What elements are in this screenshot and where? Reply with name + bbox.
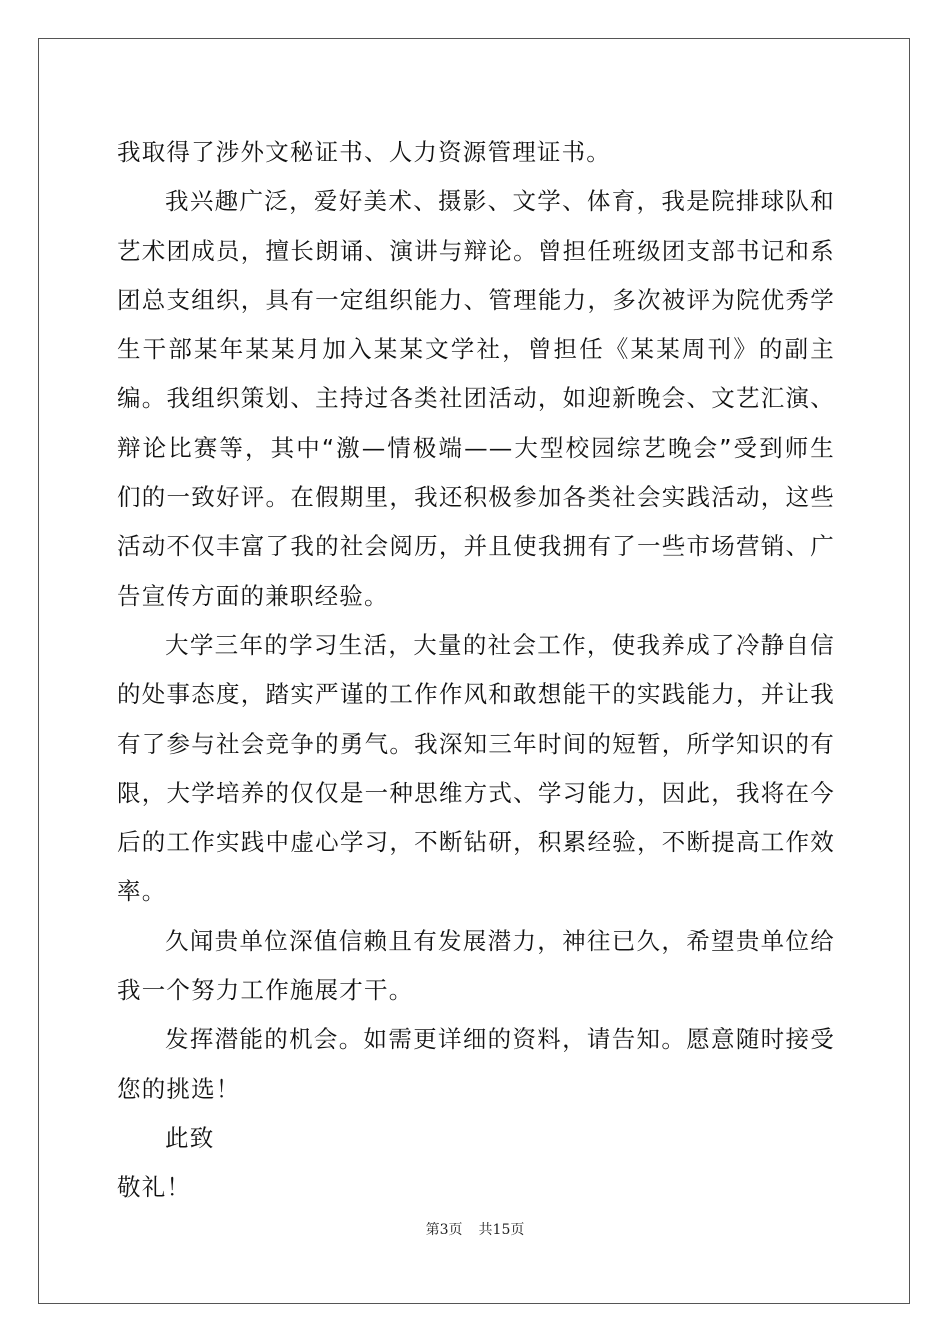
paragraph-university-life: 大学三年的学习生活，大量的社会工作，使我养成了冷静自信的处事态度，踏实严谨的工作作风和敢想能干的实践能力，并让我有了参与社会竞争的勇气。我深知三年时间的短暂，所学知识的有限，大学培养的仅仅是一种思维方式、学习能力，因此，我将在今后的工作实践中虚心学习，不断钻研，积累经验，不断提高工作效率。 xyxy=(117,630,835,906)
paragraph-opportunity: 发挥潜能的机会。如需更详细的资料，请告知。愿意随时接受您的挑选！ xyxy=(117,1025,835,1103)
page-number: 第3页 xyxy=(425,1222,463,1238)
closing-regards: 敬礼！ xyxy=(117,1173,192,1202)
paragraph-employer: 久闻贵单位深值信赖且有发展潜力，神往已久，希望贵单位给我一个努力工作施展才干。 xyxy=(117,926,835,1005)
page-footer xyxy=(0,1219,950,1239)
closing-salutation: 此致 xyxy=(165,1123,215,1152)
page-total: 共15页 xyxy=(478,1222,525,1238)
paragraph-interests: 我兴趣广泛，爱好美术、摄影、文学、体育，我是院排球队和艺术团成员，擅长朗诵、演讲与辩论。曾担任班级团支部书记和系团总支组织，具有一定组织能力、管理能力，多次被评为院优秀学生干部某年某某月加入某某文学社，曾担任《某某周刊》的副主编。我组织策划、主持过各类社团活动，如迎新晚会、文艺汇演、辩论比赛等，其中“激—情极端——大型校园综艺晚会”受到师生们的一致好评。在假期里，我还积极参加各类社会实践活动，这些活动不仅丰富了我的社会阅历，并且使我拥有了一些市场营销、广告宣传方面的兼职经验。 xyxy=(117,187,835,610)
paragraph-certificates: 我取得了涉外文秘证书、人力资源管理证书。 xyxy=(117,138,611,166)
letter-body xyxy=(117,128,835,1213)
